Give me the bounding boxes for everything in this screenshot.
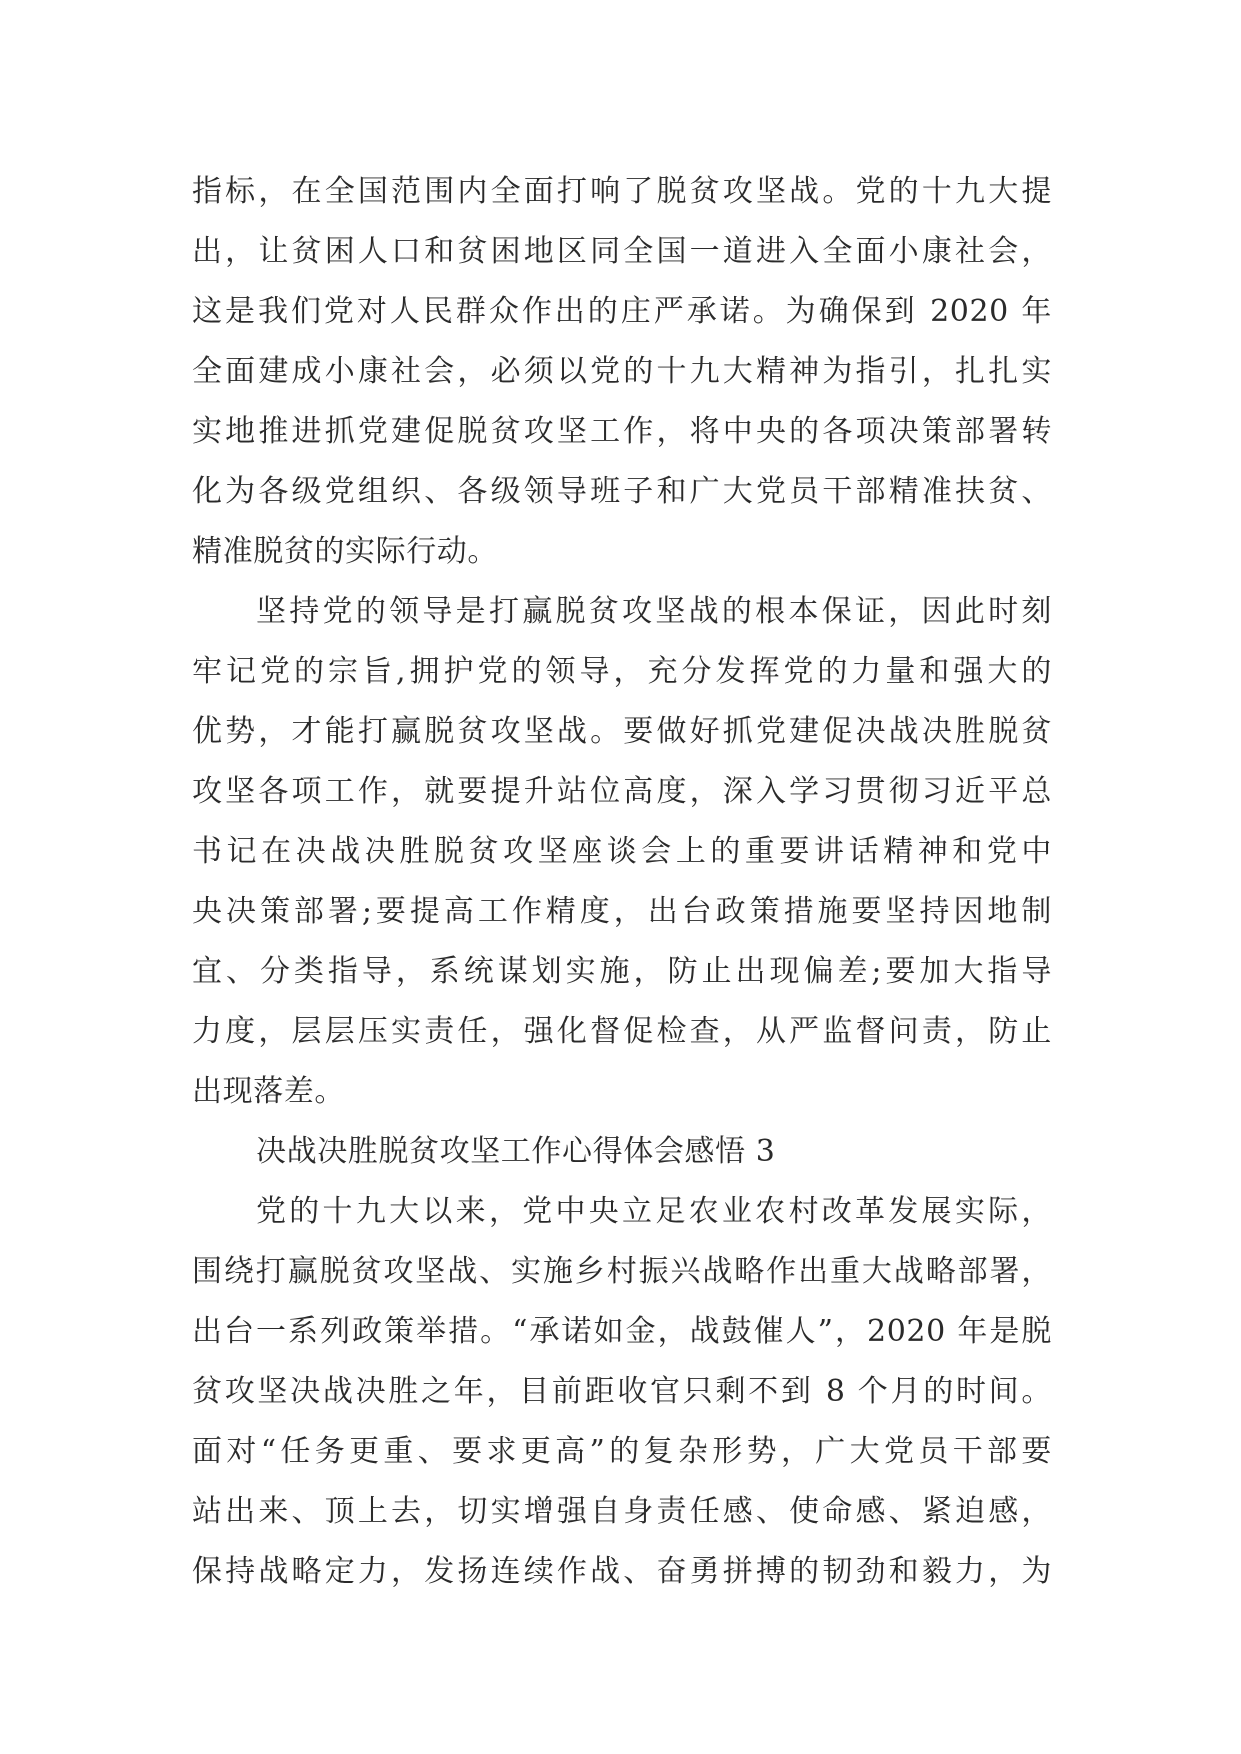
text-line: 这是我们党对人民群众作出的庄严承诺。为确保到 2020 年	[192, 294, 1052, 329]
text-line: 精准脱贫的实际行动。	[192, 534, 498, 569]
text-line: 力度，层层压实责任，强化督促检查，从严监督问责，防止	[192, 1014, 1052, 1049]
text-line: 宜、分类指导，系统谋划实施，防止出现偏差;要加大指导	[192, 954, 1052, 989]
text-line: 全面建成小康社会，必须以党的十九大精神为指引，扎扎实	[192, 354, 1052, 389]
text-line: 指标，在全国范围内全面打响了脱贫攻坚战。党的十九大提	[192, 174, 1052, 209]
paragraph	[192, 162, 1052, 582]
text-line: 出台一系列政策举措。“承诺如金，战鼓催人”，2020 年是脱	[192, 1314, 1052, 1349]
paragraph	[192, 582, 1052, 1122]
text-line: 坚持党的领导是打赢脱贫攻坚战的根本保证，因此时刻	[256, 594, 1052, 629]
text-line: 出现落差。	[192, 1074, 345, 1109]
paragraph	[192, 1182, 1052, 1602]
text-line: 站出来、顶上去，切实增强自身责任感、使命感、紧迫感，	[192, 1494, 1052, 1529]
text-line: 面对“任务更重、要求更高”的复杂形势，广大党员干部要	[192, 1434, 1052, 1469]
text-line: 书记在决战决胜脱贫攻坚座谈会上的重要讲话精神和党中	[192, 834, 1052, 869]
text-line: 化为各级党组织、各级领导班子和广大党员干部精准扶贫、	[192, 474, 1052, 509]
heading-line: 决战决胜脱贫攻坚工作心得体会感悟 3	[256, 1134, 776, 1169]
document-body	[192, 162, 1052, 1602]
text-line: 出，让贫困人口和贫困地区同全国一道进入全面小康社会，	[192, 234, 1052, 269]
text-line: 围绕打赢脱贫攻坚战、实施乡村振兴战略作出重大战略部署，	[192, 1254, 1052, 1289]
text-line: 攻坚各项工作，就要提升站位高度，深入学习贯彻习近平总	[192, 774, 1052, 809]
text-line: 贫攻坚决战决胜之年，目前距收官只剩不到 8 个月的时间。	[192, 1374, 1052, 1409]
text-line: 牢记党的宗旨,拥护党的领导，充分发挥党的力量和强大的	[192, 654, 1052, 689]
text-line: 实地推进抓党建促脱贫攻坚工作，将中央的各项决策部署转	[192, 414, 1052, 449]
text-line: 优势，才能打赢脱贫攻坚战。要做好抓党建促决战决胜脱贫	[192, 714, 1052, 749]
section-heading	[192, 1122, 1052, 1182]
text-line: 党的十九大以来，党中央立足农业农村改革发展实际，	[256, 1194, 1052, 1229]
text-line: 保持战略定力，发扬连续作战、奋勇拼搏的韧劲和毅力，为	[192, 1554, 1052, 1589]
text-line: 央决策部署;要提高工作精度，出台政策措施要坚持因地制	[192, 894, 1052, 929]
